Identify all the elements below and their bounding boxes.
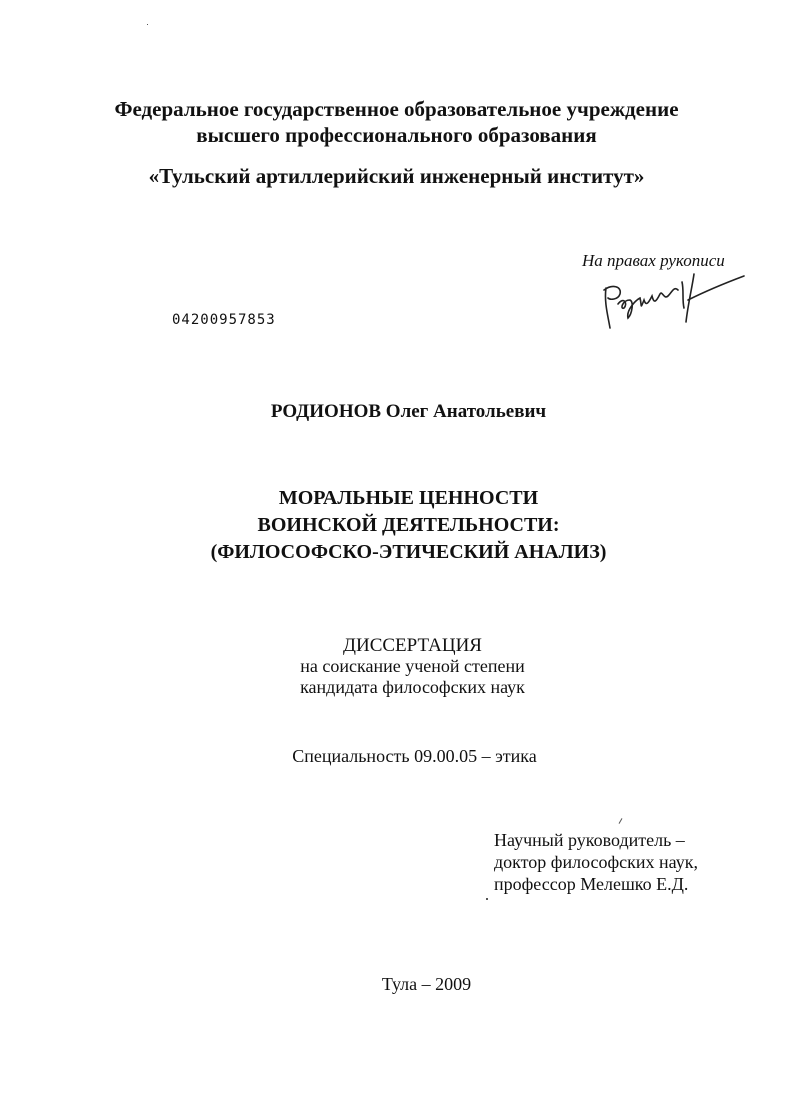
author-name: РОДИОНОВ Олег Анатольевич: [270, 401, 547, 422]
scan-speck: [486, 898, 488, 900]
rights-note: На правах рукописи: [582, 251, 725, 270]
institution-header: [0, 96, 793, 148]
dissertation-type: [0, 635, 793, 698]
institution-name: «Тульский артиллерийский инженерный институт»: [148, 164, 645, 188]
supervisor-line-2: доктор философских наук,: [494, 852, 698, 872]
city-year: Тула – 2009: [381, 974, 472, 994]
degree-line-2: кандидата философских наук: [300, 677, 525, 697]
dissertation-title: [0, 485, 793, 566]
title-line-2: ВОИНСКОЙ ДЕЯТЕЛЬНОСТИ:: [257, 514, 560, 536]
supervisor-line-1: Научный руководитель –: [494, 830, 685, 850]
supervisor-block: [494, 829, 698, 895]
scan-speck: [147, 24, 148, 25]
institution-line-1: Федеральное государственное образовательное учреждение: [114, 97, 679, 121]
degree-line-1: на соискание ученой степени: [300, 656, 525, 676]
institution-line-2: высшего профессионального образования: [196, 123, 597, 147]
title-line-3: (ФИЛОСОФСКО-ЭТИЧЕСКИЙ АНАЛИЗ): [210, 541, 607, 563]
scan-speck: [619, 818, 623, 824]
supervisor-line-3: профессор Мелешко Е.Д.: [494, 874, 689, 894]
catalog-code: 04200957853: [172, 312, 276, 328]
handwritten-signature: [598, 270, 748, 340]
specialty: Специальность 09.00.05 – этика: [292, 746, 537, 766]
dissertation-heading: ДИССЕРТАЦИЯ: [343, 635, 482, 656]
title-line-1: МОРАЛЬНЫЕ ЦЕННОСТИ: [278, 487, 539, 509]
